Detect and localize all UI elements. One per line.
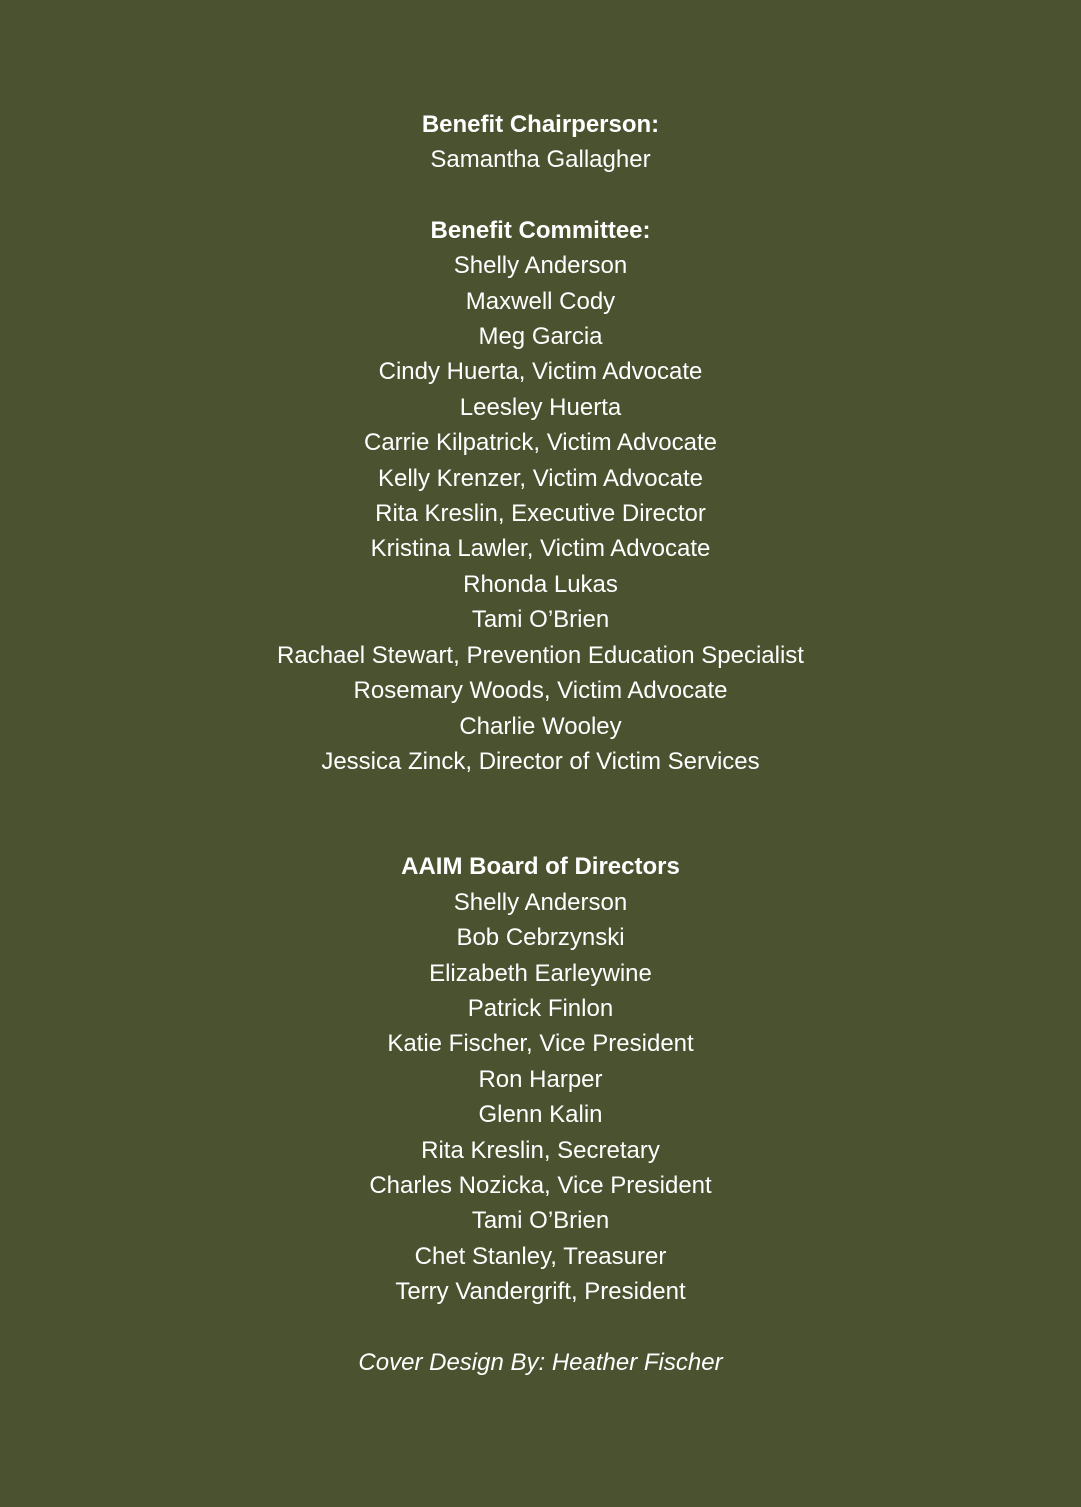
board-member: Shelly Anderson	[453, 888, 628, 916]
committee-member: Leesley Huerta	[459, 393, 622, 421]
committee-member: Jessica Zinck, Director of Victim Services	[321, 747, 760, 775]
board-member: Katie Fischer, Vice President	[387, 1030, 694, 1058]
board-member: Tami O’Brien	[471, 1207, 610, 1235]
board-member: Patrick Finlon	[467, 994, 614, 1022]
board-section	[0, 849, 1081, 1309]
committee-heading: Benefit Committee:	[430, 216, 651, 244]
board-member: Terry Vandergrift, President	[395, 1278, 686, 1306]
board-member: Ron Harper	[478, 1065, 603, 1093]
committee-member: Carrie Kilpatrick, Victim Advocate	[363, 429, 717, 457]
committee-member: Meg Garcia	[478, 323, 603, 351]
committee-member: Rosemary Woods, Victim Advocate	[353, 677, 728, 705]
committee-member: Cindy Huerta, Victim Advocate	[378, 358, 703, 386]
board-member: Charles Nozicka, Vice President	[369, 1171, 712, 1199]
board-member: Rita Kreslin, Secretary	[421, 1136, 660, 1164]
committee-member: Tami O’Brien	[471, 606, 610, 634]
board-heading: AAIM Board of Directors	[401, 853, 680, 881]
cover-design-credit: Cover Design By: Heather Fischer	[358, 1348, 723, 1376]
board-member: Bob Cebrzynski	[456, 924, 625, 952]
committee-member: Maxwell Cody	[465, 287, 616, 315]
committee-member: Shelly Anderson	[453, 252, 628, 280]
section-spacer	[0, 178, 1081, 213]
section-spacer	[0, 779, 1081, 849]
chairperson-name: Samantha Gallagher	[430, 146, 651, 174]
chairperson-heading: Benefit Chairperson:	[421, 111, 660, 138]
section-spacer	[0, 1310, 1081, 1345]
committee-member: Charlie Wooley	[459, 712, 622, 740]
committee-member: Rita Kreslin, Executive Director	[375, 500, 706, 528]
committee-member: Rhonda Lukas	[463, 570, 618, 598]
committee-member: Kristina Lawler, Victim Advocate	[370, 535, 711, 563]
committee-member: Kelly Krenzer, Victim Advocate	[377, 464, 704, 492]
board-member: Elizabeth Earleywine	[429, 959, 652, 987]
committee-section	[0, 213, 1081, 780]
chairperson-section	[0, 107, 1081, 178]
board-member: Glenn Kalin	[478, 1101, 603, 1129]
board-member: Chet Stanley, Treasurer	[414, 1242, 667, 1270]
committee-member: Rachael Stewart, Prevention Education Specialist	[277, 641, 804, 669]
